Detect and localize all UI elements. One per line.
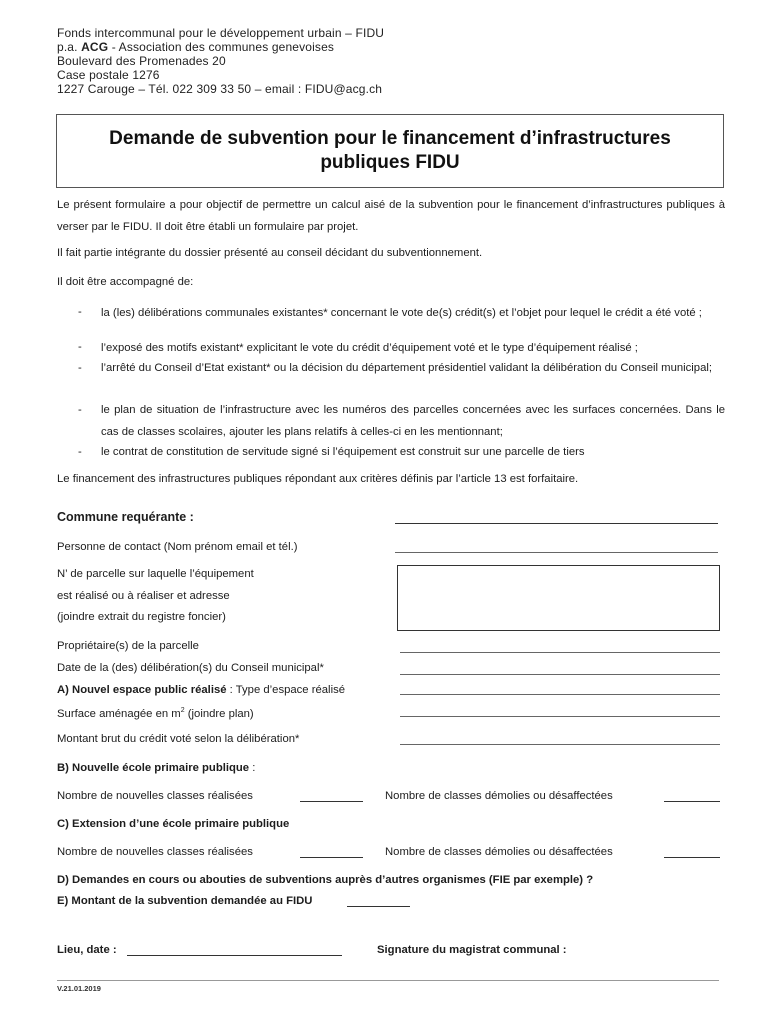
header-prefix: p.a.	[57, 40, 82, 54]
title-box	[56, 114, 724, 188]
espace-type-field[interactable]	[400, 694, 720, 695]
forfait-note: Le financement des infrastructures publiques répondant aux critères définis par l’article 13 est forfaitaire.	[57, 473, 579, 485]
list-item-plan: le plan de situation de l’infrastructure avec les numéros des parcelles concernées avec les surfaces concernées. Dans le cas de classes scolaires, ajouter les plans relatifs à celles-ci en les mentionnant;	[101, 404, 725, 438]
list-item-expose: l’exposé des motifs existant* explicitant le vote du crédit d’équipement voté et le type d’équipement réalisé ;	[101, 342, 638, 354]
date-deliberation-field[interactable]	[400, 674, 720, 675]
classes-demolies-field[interactable]	[664, 801, 720, 802]
parcelle-label-2: est réalisé ou à réaliser et adresse	[57, 590, 230, 602]
intro-dossier: Il fait partie intégrante du dossier présenté au conseil décidant du subventionnement.	[57, 247, 483, 259]
contact-label: Personne de contact (Nom prénom email et tél.)	[57, 541, 298, 553]
parcelle-label-1: N’ de parcelle sur laquelle l’équipement	[57, 568, 254, 580]
classes-nouvelles-label: Nombre de nouvelles classes réalisées	[57, 790, 253, 802]
title-line-1: Demande de subvention pour le financement d’infrastructures	[109, 128, 671, 149]
list-item-servitude: le contrat de constitution de servitude signé si l’équipement est construit sur une parcelle de tiers	[101, 446, 585, 458]
signature-label: Signature du magistrat communal :	[377, 944, 567, 956]
surface-exponent: 2	[180, 707, 185, 714]
montant-credit-label: Montant brut du crédit voté selon la délibération*	[57, 733, 300, 745]
espace-public-label	[57, 683, 345, 697]
montant-credit-field[interactable]	[400, 744, 720, 745]
classes-demolies-field-2[interactable]	[664, 857, 720, 858]
ecole-primaire-title: B) Nouvelle école primaire publique	[57, 762, 250, 774]
footer-divider	[57, 980, 719, 981]
header-line-2	[57, 40, 334, 54]
classes-nouvelles-field-2[interactable]	[300, 857, 363, 858]
classes-demolies-label-2: Nombre de classes démolies ou désaffectées	[385, 846, 613, 858]
surface-field[interactable]	[400, 716, 720, 717]
title-line-2: publiques FIDU	[320, 152, 460, 173]
header-line-3: Boulevard des Promenades 20	[57, 54, 226, 68]
commune-label: Commune requérante :	[57, 510, 194, 524]
extension-ecole-heading: C) Extension d’une école primaire publique	[57, 818, 290, 830]
intro-paragraph: Le présent formulaire a pour objectif de permettre un calcul aisé de la subvention pour le financement d’infrastructures publiques à verser par le FIDU. Il doit être établi un formulaire par projet.	[57, 199, 725, 233]
lieu-date-label: Lieu, date :	[57, 944, 117, 956]
list-dash: -	[78, 404, 82, 416]
surface-plan-note: (joindre plan)	[184, 707, 254, 720]
parcelle-address-box[interactable]	[397, 565, 720, 631]
list-item-deliberations: la (les) délibérations communales existantes* concernant le vote de(s) crédit(s) et l’objet pour lequel le crédit a été voté ;	[101, 307, 702, 319]
header-line-4: Case postale 1276	[57, 68, 160, 82]
ecole-primaire-heading	[57, 761, 255, 775]
date-deliberation-label: Date de la (des) délibération(s) du Conseil municipal*	[57, 662, 324, 674]
list-dash: -	[78, 341, 82, 353]
page-title	[109, 127, 671, 175]
list-item-arrete: l’arrêté du Conseil d’Etat existant* ou la décision du département présidentiel validant la délibération du Conseil municipal;	[101, 362, 713, 374]
proprietaire-label: Propriétaire(s) de la parcelle	[57, 640, 199, 652]
surface-text: Surface aménagée en m	[57, 707, 181, 720]
parcelle-label-3: (joindre extrait du registre foncier)	[57, 611, 226, 623]
ecole-primaire-colon: :	[249, 762, 256, 774]
header-acg: ACG	[81, 40, 109, 54]
espace-public-type: : Type d’espace réalisé	[226, 684, 346, 696]
commune-field[interactable]	[395, 523, 718, 524]
classes-demolies-label: Nombre de classes démolies ou désaffectées	[385, 790, 613, 802]
montant-subvention-field[interactable]	[347, 906, 410, 907]
classes-nouvelles-label-2: Nombre de nouvelles classes réalisées	[57, 846, 253, 858]
header-association: - Association des communes genevoises	[108, 40, 335, 54]
surface-label	[57, 704, 254, 721]
intro-accompagne: Il doit être accompagné de:	[57, 276, 194, 288]
montant-subvention-label: E) Montant de la subvention demandée au FIDU	[57, 895, 313, 907]
header-line-1: Fonds intercommunal pour le développement urbain – FIDU	[57, 26, 385, 40]
autres-subventions-question: D) Demandes en cours ou abouties de subventions auprès d’autres organismes (FIE par exemple) ?	[57, 874, 594, 886]
classes-nouvelles-field[interactable]	[300, 801, 363, 802]
header-line-5: 1227 Carouge – Tél. 022 309 33 50 – email : FIDU@acg.ch	[57, 82, 383, 96]
version-label: V.21.01.2019	[57, 984, 101, 993]
list-dash: -	[78, 446, 82, 458]
contact-field[interactable]	[395, 552, 718, 553]
lieu-date-field[interactable]	[127, 955, 342, 956]
list-dash: -	[78, 306, 82, 318]
espace-public-heading: A) Nouvel espace public réalisé	[57, 684, 227, 696]
proprietaire-field[interactable]	[400, 652, 720, 653]
list-dash: -	[78, 362, 82, 374]
